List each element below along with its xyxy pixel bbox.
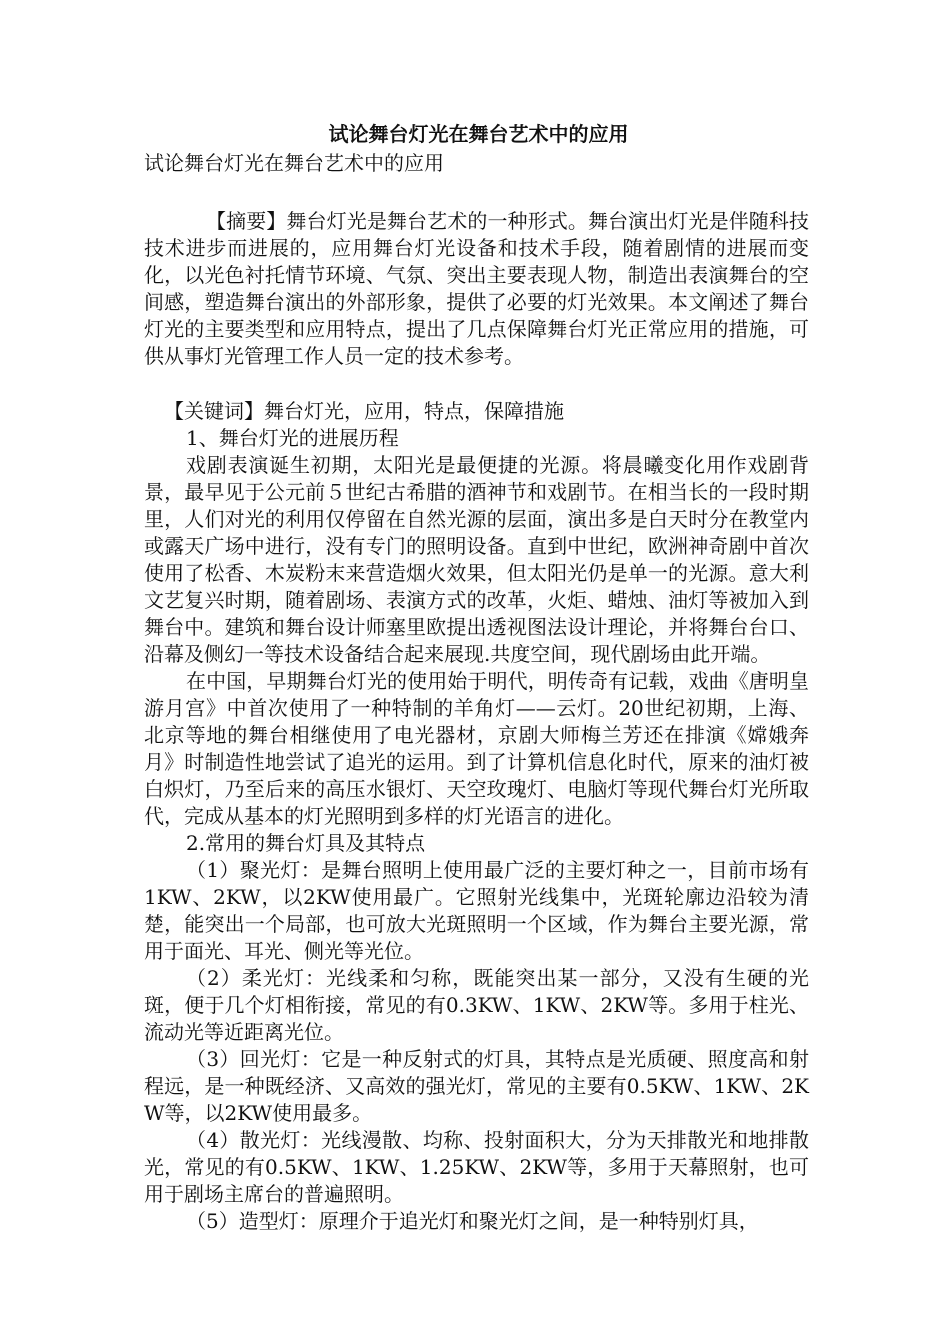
section2-heading: 2.常用的舞台灯具及其特点	[186, 831, 426, 855]
abstract-paragraph: 【摘要】舞台灯光是舞台艺术的一种形式。舞台演出灯光是伴随科技技术进步而进展的，应用舞台灯光设备和技术手段，随着剧情的进展而变化，以光色衬托情节环境、气氛、突出主要表现人物，制造出表演舞台的空间感，塑造舞台演出的外部形象，提供了必要的灯光效果。本文阐述了舞台灯光的主要类型和应用特点，提出了几点保障舞台灯光正常应用的措施，可供从事灯光管理工作人员一定的技术参考。	[144, 209, 809, 368]
section2-item-5: （5）造型灯：原理介于追光灯和聚光灯之间，是一种特别灯具，	[186, 1209, 759, 1233]
section2-item-2: （2）柔光灯：光线柔和匀称，既能突出某一部分，又没有生硬的光斑，便于几个灯相衔接，常见的有0.3KW、1KW、2KW等。多用于柱光、流动光等近距离光位。	[144, 966, 809, 1044]
section2-item-3: （3）回光灯：它是一种反射式的灯具，其特点是光质硬、照度高和射程远，是一种既经济、又高效的强光灯，常见的主要有0.5KW、1KW、2KW等，以2KW使用最多。	[144, 1047, 809, 1125]
section2-item-4: （4）散光灯：光线漫散、均称、投射面积大，分为天排散光和地排散光，常见的有0.5KW、1KW、1.25KW、2KW等，多用于天幕照射，也可用于剧场主席台的普遍照明。	[144, 1128, 809, 1206]
document-page	[144, 118, 809, 1235]
section2-item-1: （1）聚光灯：是舞台照明上使用最广泛的主要灯种之一，目前市场有1KW、2KW，以2KW使用最广。它照射光线集中，光斑轮廓边沿较为清楚，能突出一个局部，也可放大光斑照明一个区域，作为舞台主要光源，常用于面光、耳光、侧光等光位。	[144, 858, 809, 963]
section1-paragraph-1: 戏剧表演诞生初期，太阳光是最便捷的光源。将晨曦变化用作戏剧背景，最早见于公元前５世纪古希腊的酒神节和戏剧节。在相当长的一段时期里，人们对光的利用仅停留在自然光源的层面，演出多是白天时分在教堂内或露天广场中进行，没有专门的照明设备。直到中世纪，欧洲神奇剧中首次使用了松香、木炭粉末来营造烟火效果，但太阳光仍是单一的光源。意大利文艺复兴时期，随着剧场、表演方式的改革，火炬、蜡烛、油灯等被加入到舞台中。建筑和舞台设计师塞里欧提出透视图法设计理论，并将舞台台口、沿幕及侧幻一等技术设备结合起来展现.共度空间，现代剧场由此开端。	[144, 453, 809, 666]
keywords-paragraph: 【关键词】舞台灯光，应用，特点，保障措施	[164, 399, 564, 423]
document-title: 试论舞台灯光在舞台艺术中的应用	[328, 122, 629, 146]
document-subtitle: 试论舞台灯光在舞台艺术中的应用	[144, 151, 444, 175]
section1-paragraph-2: 在中国，早期舞台灯光的使用始于明代，明传奇有记载，戏曲《唐明皇游月宫》中首次使用了一种特制的羊角灯——云灯。20世纪初期，上海、北京等地的舞台相继使用了电光器材，京剧大师梅兰芳还在排演《嫦娥奔月》时制造性地尝试了追光的运用。到了计算机信息化时代，原来的油灯被白炽灯，乃至后来的高压水银灯、天空玫瑰灯、电脑灯等现代舞台灯光所取代，完成从基本的灯光照明到多样的灯光语言的进化。	[144, 669, 809, 828]
section1-heading: 1、舞台灯光的进展历程	[186, 426, 399, 450]
